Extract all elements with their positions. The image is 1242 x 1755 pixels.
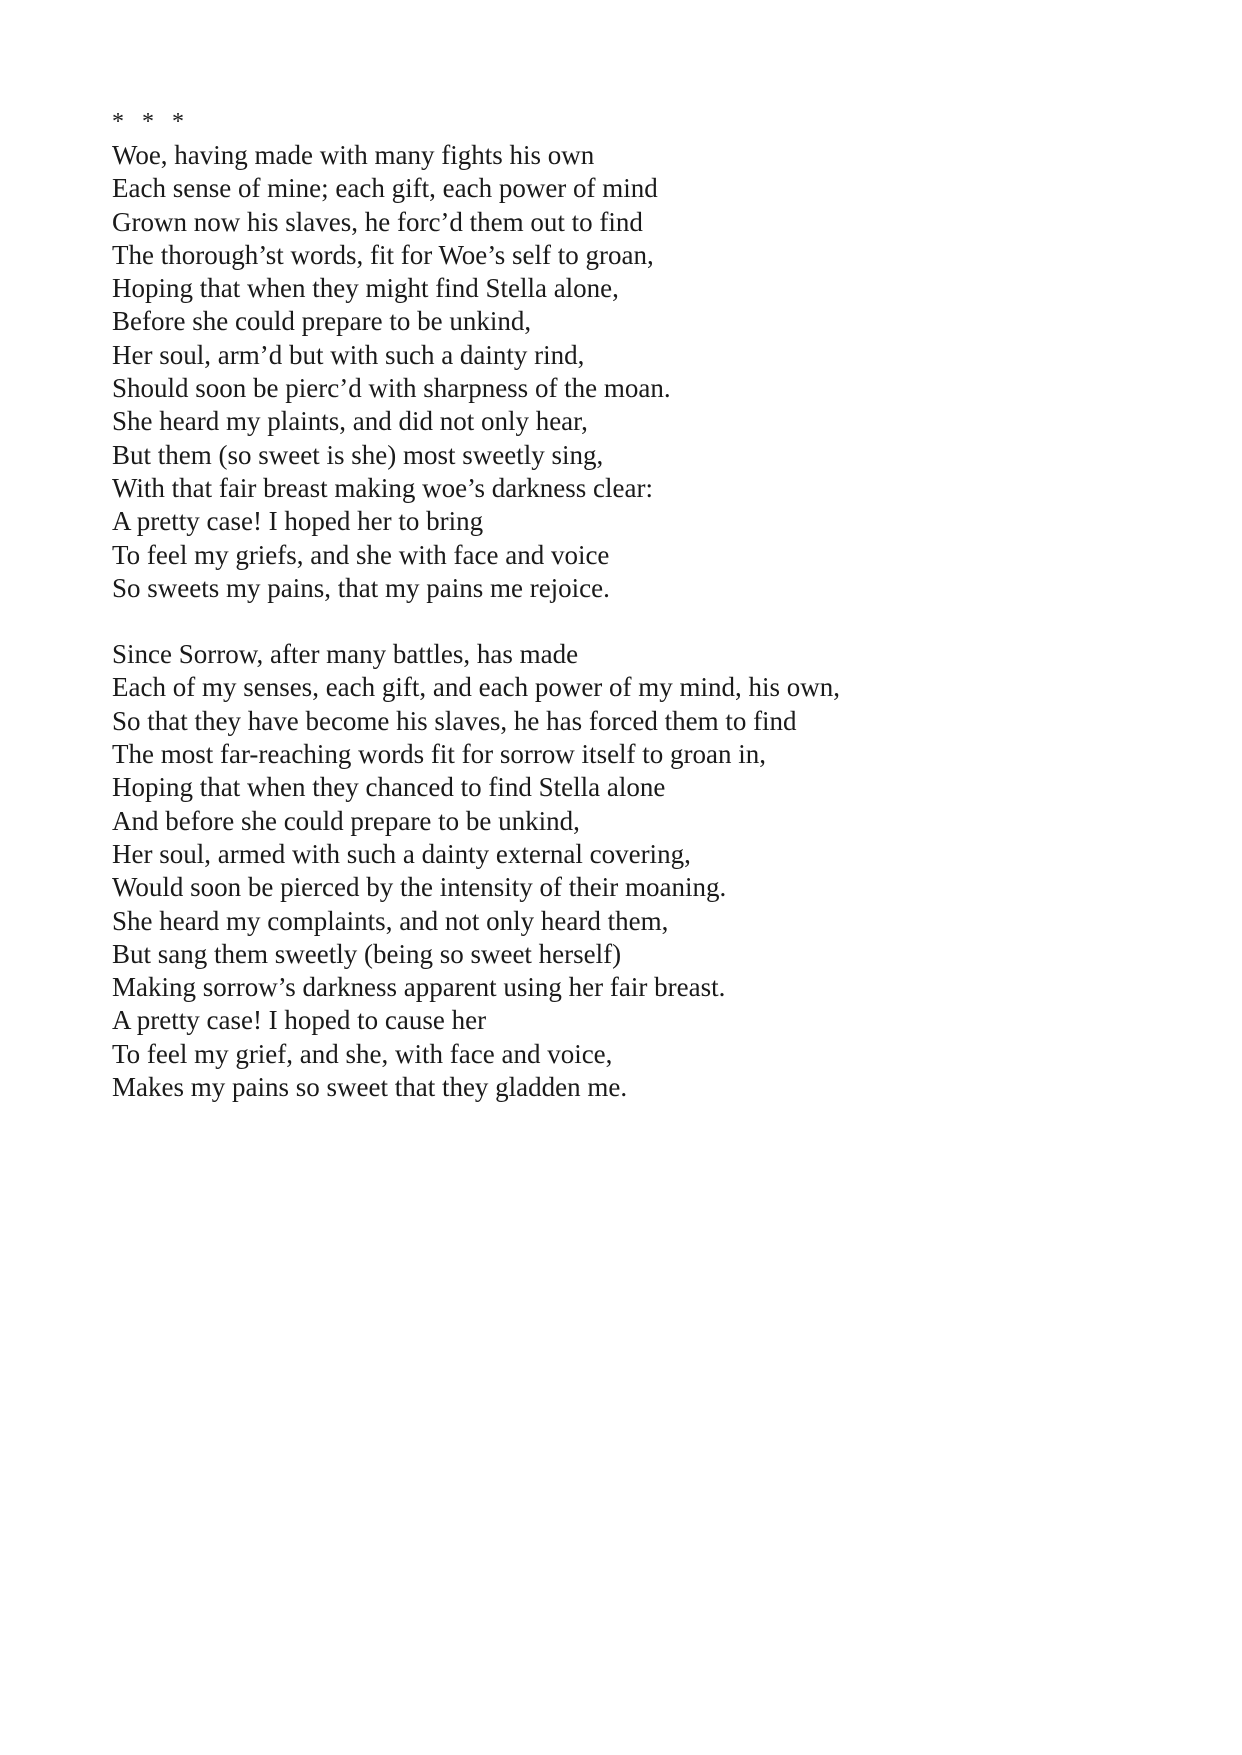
poem-line: With that fair breast making woe’s darkness clear:	[112, 472, 653, 503]
paraphrase-stanza	[112, 638, 1132, 1104]
poem-line: A pretty case! I hoped her to bring	[112, 506, 484, 537]
poem-line: Hoping that when they might find Stella alone,	[112, 273, 619, 304]
paraphrase-line: Each of my senses, each gift, and each power of my mind, his own,	[112, 672, 841, 703]
poem-text-block	[112, 106, 1132, 1104]
poem-line: Should soon be pierc’d with sharpness of the moan.	[112, 373, 671, 404]
paraphrase-line: But sang them sweetly (being so sweet herself)	[112, 938, 622, 969]
paraphrase-line: Hoping that when they chanced to find Stella alone	[112, 772, 666, 803]
poem-line: But them (so sweet is she) most sweetly sing,	[112, 439, 604, 470]
poem-line: Each sense of mine; each gift, each power of mind	[112, 173, 658, 204]
poem-line: The thorough’st words, fit for Woe’s self to groan,	[112, 239, 654, 270]
paraphrase-line: And before she could prepare to be unkind,	[112, 805, 580, 836]
poem-line: She heard my plaints, and did not only hear,	[112, 406, 588, 437]
poem-line: Before she could prepare to be unkind,	[112, 306, 532, 337]
paraphrase-line: Her soul, armed with such a dainty external covering,	[112, 838, 691, 869]
paraphrase-line: She heard my complaints, and not only heard them,	[112, 905, 669, 936]
poem-line: Her soul, arm’d but with such a dainty rind,	[112, 339, 585, 370]
original-sonnet-stanza	[112, 139, 1132, 605]
poem-line: Woe, having made with many fights his own	[112, 140, 595, 170]
paraphrase-line: Makes my pains so sweet that they gladden me.	[112, 1072, 628, 1103]
paraphrase-line: So that they have become his slaves, he has forced them to find	[112, 705, 797, 736]
poem-line: So sweets my pains, that my pains me rejoice.	[112, 572, 610, 603]
paraphrase-line: Would soon be pierced by the intensity of their moaning.	[112, 872, 727, 903]
poem-line: Grown now his slaves, he forc’d them out to find	[112, 206, 643, 237]
paraphrase-line: A pretty case! I hoped to cause her	[112, 1005, 487, 1036]
section-separator: * * *	[112, 109, 184, 135]
paraphrase-line: The most far-reaching words fit for sorrow itself to groan in,	[112, 739, 767, 770]
paraphrase-line: Making sorrow’s darkness apparent using her fair breast.	[112, 972, 726, 1003]
poem-line: To feel my griefs, and she with face and voice	[112, 539, 610, 570]
paraphrase-line: Since Sorrow, after many battles, has made	[112, 639, 579, 670]
paraphrase-line: To feel my grief, and she, with face and voice,	[112, 1038, 613, 1069]
